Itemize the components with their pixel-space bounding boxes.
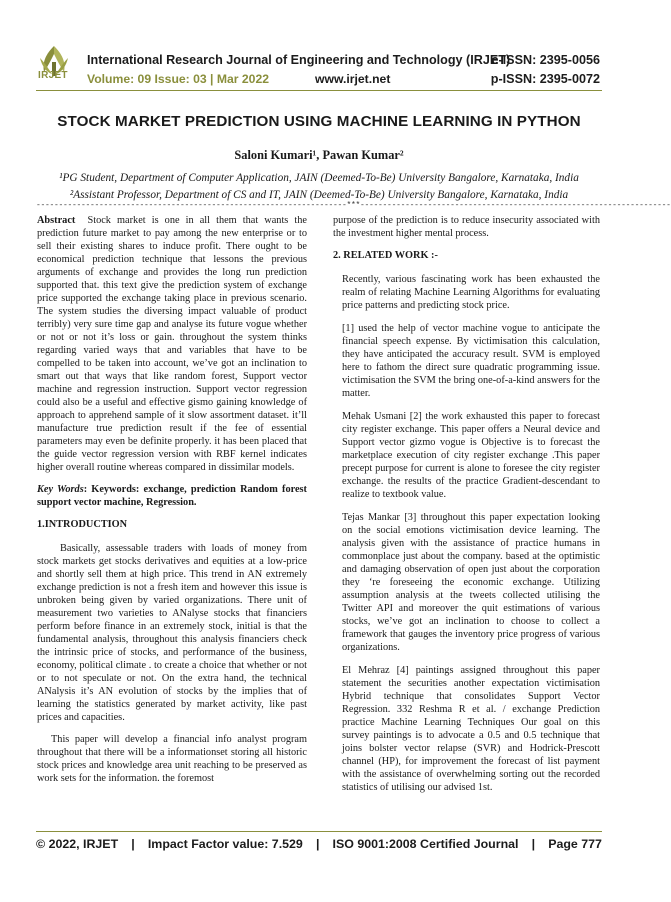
journal-name: International Research Journal of Engineering and Technology (IRJET) — [87, 53, 511, 67]
related-work-paragraph-4: Tejas Mankar [3] throughout this paper expectation looking on the social emotions victimisation device learning. The analysis given with the assistance of practice humans in commonplace just about the company. based at the optimistic and damaging observation of open just about the corporation they ‘re foreseeing the economic exchange. Utilizing assumption analysis at the tweets collected utilising the Twitter API and moreover the quit estimations of various stocks, we’ve got an inclination to choose to collect a framework that gauges the inventory price progress of various organizations. — [342, 512, 600, 653]
intro-paragraph-2: This paper will develop a financial info analyst program throughout that there will be a informationset storing all historic stock prices and knowledge area unit reaching to be preserved as work sets for the information. the foremost — [37, 734, 307, 784]
paper-authors: Saloni Kumari¹, Pawan Kumar² — [234, 148, 404, 162]
footer-iso: ISO 9001:2008 Certified Journal — [332, 837, 519, 851]
p-issn: p-ISSN: 2395-0072 — [490, 72, 600, 86]
related-work-heading: 2. RELATED WORK :- — [333, 250, 438, 261]
page-footer — [36, 837, 602, 851]
affiliation-1: ¹PG Student, Department of Computer Application, JAIN (Deemed-To-Be) University Bangalore, Karnataka, India — [59, 172, 579, 184]
intro-heading: 1.INTRODUCTION — [37, 519, 128, 530]
footer-copyright: © 2022, IRJET — [36, 837, 119, 851]
page-header — [0, 0, 638, 95]
related-work-paragraph-3: Mehak Usmani [2] the work exhausted this paper to forecast city register exchange. This paper offers a Neural device and Support vector gizmo vogue is Objective is to forecast the marketplace execution of city register exchange .This paper precept purpose for current is alone to foresee the city register exchange. the results of the practice Gradient-descendant to realize to textbook value. — [342, 411, 600, 500]
footer-page-number: Page 777 — [548, 837, 602, 851]
volume-issue: Volume: 09 Issue: 03 | Mar 2022 — [87, 72, 270, 86]
intro-paragraph-1: Basically, assessable traders with loads of money from stock markets get stocks derivatives and equities at a low-price and shortly sell them at high price. This trend in AN extremely exchange prediction is not a fresh item and however this issue is unbroken being given by varied organizations. There unit of measurement two varieties to ANalyse stocks that financiers perform before finance in an extremely stock, initial is that the fundamental analysis, throughout this analysis financiers check the intrinsic price of stocks, and performance of the business, economy, political climate . to create a choice that whether or not or to not speculate or not. On the extra hand, the technical ANalysis it’s AN evolution of stocks by the implies that of learning the statistics generated by market activity, like past prices and capacities. — [37, 543, 307, 723]
keywords-paragraph — [37, 483, 307, 509]
footer-rule — [36, 831, 602, 832]
irjet-logo-icon — [36, 44, 72, 94]
keywords-text: : Keywords: exchange, prediction Random forest support vector machine, Regression. — [37, 484, 307, 508]
e-issn: e-ISSN: 2395-0056 — [491, 53, 600, 67]
left-column — [37, 214, 307, 794]
paper-title: STOCK MARKET PREDICTION USING MACHINE LEARNING IN PYTHON — [57, 113, 581, 130]
footer-separator: | — [531, 837, 536, 851]
related-work-paragraph-5: El Mehraz [4] paintings assigned throughout this paper statement the securities another expectation victimisation Hybrid technique that consolidates Support Vector Regression. 332 Reshma R et al. / exchange Prediction practice Machine Learning Techniques Our goal on this survey paintings is to advocate a 0.5 and 0.5 technique that joins bolster vector relapse (SVR) and Hodrick-Prescott channel (HP), for improvement the forecast of list payment with the assistance of overwhelming sorting out the recorded statistics of utilising our advised 1st. — [342, 665, 600, 793]
related-work-paragraph-2: [1] used the help of vector machine vogue to anticipate the financial speech expense. By victimisation this calculation, they have anticipated the accuracy result. SVM is employed here to fathom the direct sure quadratic programming issue. victimisation the SVM the bring one-of-a-kind answers for the matter. — [342, 323, 600, 399]
footer-impact-factor: Impact Factor value: 7.529 — [147, 837, 303, 851]
right-column — [333, 214, 600, 804]
abstract-paragraph — [37, 214, 307, 474]
affiliation-2: ²Assistant Professor, Department of CS and IT, JAIN (Deemed-To-Be) University Bangalore, Karnataka, India — [69, 189, 569, 201]
section-divider: ---------------------------------------------------------------------***--------------------------------------------------------------------- — [36, 201, 671, 210]
intro-continuation: purpose of the prediction is to reduce insecurity associated with the investment higher mental process. — [333, 215, 600, 239]
footer-separator: | — [131, 837, 135, 851]
related-work-paragraph-1: Recently, various fascinating work has been exhausted the realm of relating Machine Learning Algorithms for evaluating price patterns and predicting stock price. — [342, 274, 600, 311]
abstract-label: Abstract — [37, 215, 76, 226]
abstract-text: Stock market is one in all them that wants the prediction future market to pay among the new enterprise or to sell their existing shares to induce profit. There ought to be economical prediction technique that lessons the previous arguments of exchange and provides the long run prediction supported that. this text give the prediction system of exchange price supported the exchange taking place in previous scenario. The system studies the diversing impact valuable of product terribly) very sure time gap and analyse its future vogue whether or not or not it’s loss or gain. throughout the system thinks regarding varied ways that and variables that have to be compelled to be taken into account, we’ve got an inclination to smart out that ways that like random forest, Support vector machine and regression instruction. Support vector regression could also be a useful and effective gismo gaining knowledge of approach to apprehend sample of it slow assortment dataset. it’ll manufacture true prediction result if the fee of essential parameters may even be definite properly. it has been placed that the guide vector regression version with RBF kernel indicates higher overall routine whereas compared in dissimilar models. — [37, 215, 307, 473]
journal-website[interactable]: www.irjet.net — [315, 72, 391, 86]
footer-separator: | — [315, 837, 320, 851]
header-rule — [36, 90, 602, 91]
logo-text: IRJET — [38, 70, 68, 81]
keywords-label: Key Words — [37, 484, 84, 495]
